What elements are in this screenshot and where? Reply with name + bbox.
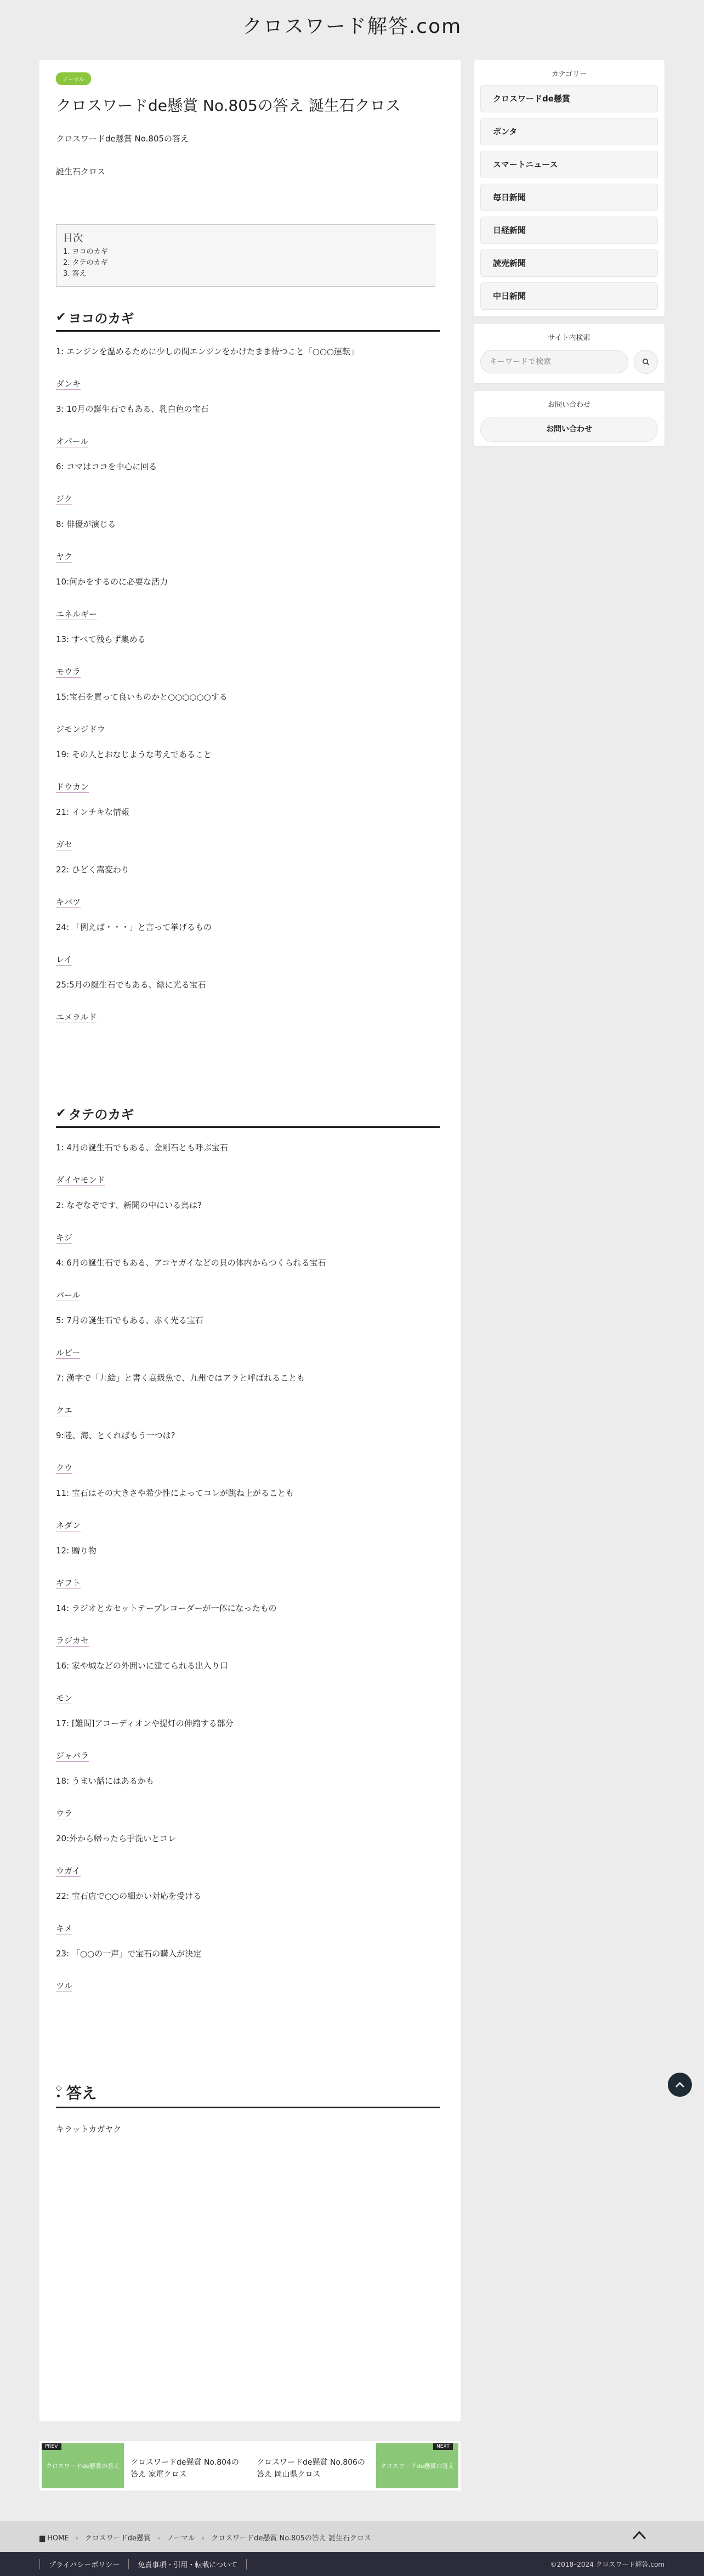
copyright: ©2018–2024 クロスワード解答.com [550, 2561, 665, 2568]
section-heading-label: タテのカギ [68, 1107, 134, 1123]
clue-answer-text: クウ [56, 1463, 73, 1473]
clue-answer-text: クエ [56, 1405, 72, 1416]
prev-post-link[interactable] [39, 2441, 250, 2490]
widget-title: サイト内検索 [548, 334, 591, 342]
clue-answer [56, 781, 440, 792]
clue-text: 1: エンジンを温めるために少しの間エンジンをかけたまま待つこと「○○○運転」 [56, 347, 359, 357]
category-link[interactable]: スマートニュース [480, 151, 658, 178]
clue-answer-text: ガセ [56, 839, 73, 850]
clue-answer-text: ドウカン [56, 782, 89, 792]
clue-answer [56, 1174, 440, 1185]
category-badge[interactable]: ノーマル [56, 72, 91, 85]
clue-answer-text: レイ [56, 955, 72, 965]
clue-answer [56, 551, 440, 562]
category-link[interactable]: クロスワードde懸賞 [480, 85, 658, 112]
site-header [0, 0, 704, 46]
clue-answer [56, 1404, 440, 1416]
clue-text: 24: 「例えば・・・」と言って挙げるもの [56, 922, 212, 933]
clue-answer [56, 1011, 440, 1023]
section-heading-label: ヨコのカギ [68, 311, 134, 327]
clue-answer [56, 1865, 440, 1876]
sidebar [474, 60, 665, 446]
next-post-thumbnail: クロスワードde懸賞の答え [376, 2443, 458, 2488]
search-button[interactable] [634, 350, 658, 374]
clue-answer [56, 493, 440, 504]
clue-answer [56, 378, 440, 389]
clue-text: 13: すべて残らず集める [56, 634, 146, 645]
contact-button[interactable]: お問い合わせ [480, 417, 658, 442]
diamond-bullet-icon: ◇ • [56, 2083, 62, 2101]
clue-text: 12: 贈り物 [56, 1546, 96, 1556]
clue-answer-text: ツル [56, 1981, 73, 1991]
clue-answer [56, 666, 440, 677]
widget-title: お問い合わせ [547, 401, 591, 409]
clue-answer-text: ジャバラ [56, 1751, 89, 1761]
clue-text: 5: 7月の誕生石でもある、赤く光る宝石 [56, 1315, 203, 1326]
clue-text: 3: 10月の誕生石でもある、乳白色の宝石 [56, 404, 209, 415]
next-post-link[interactable] [250, 2441, 461, 2490]
clue-text: 6: コマはココを中心に回る [56, 462, 157, 472]
breadcrumb-item[interactable]: クロスワードde懸賞 [84, 2534, 151, 2543]
site-title[interactable]: クロスワード解答.com [242, 15, 462, 38]
post-pager [39, 2441, 461, 2490]
yoko-clue-list [56, 345, 440, 1023]
clue-text: 11: 宝石はその大きさや希少性によってコレが跳ね上がることも [56, 1488, 294, 1499]
clue-answer-text: パール [56, 1290, 81, 1301]
clue-answer [56, 1347, 440, 1358]
toc-title: 目次 [63, 232, 83, 245]
article-body [56, 72, 440, 2136]
clue-answer-text: ジモンジドウ [56, 724, 105, 735]
clue-text: 1: 4月の誕生石でもある、金剛石とも呼ぶ宝石 [56, 1143, 228, 1153]
back-to-top-button[interactable] [668, 2073, 692, 2097]
clue-answer-text: エネルギー [56, 609, 98, 620]
prev-post-title: クロスワードde懸賞 No.804の答え 家電クロス [130, 2458, 239, 2479]
search-row [480, 350, 658, 374]
clue-text: 16: 家や城などの外囲いに建てられる出入り口 [56, 1661, 228, 1671]
tate-clue-list [56, 1141, 440, 1991]
clue-answer-text: ルビー [56, 1348, 81, 1358]
clue-answer-text: キバツ [56, 897, 81, 907]
clue-text: 15:宝石を買って良いものかと○○○○○○する [56, 692, 228, 702]
intro-subtitle: 誕生石クロス [56, 167, 106, 177]
clue-answer [56, 954, 440, 965]
category-widget [474, 60, 665, 316]
clue-answer-text: ウガイ [56, 1866, 81, 1876]
clue-answer-text: キジ [56, 1233, 72, 1243]
clue-answer [56, 838, 440, 850]
contact-widget [474, 391, 665, 446]
clue-answer-text: オパール [56, 436, 89, 447]
chevron-up-icon [631, 2529, 648, 2541]
section-heading-answer [56, 2081, 440, 2108]
clue-text: 23: 「○○の一声」で宝石の購入が決定 [56, 1949, 202, 1959]
section-heading-yoko [56, 308, 440, 332]
search-widget [474, 324, 665, 383]
search-input[interactable] [480, 350, 628, 373]
breadcrumb-item[interactable]: ノーマル [167, 2534, 195, 2543]
toc-item[interactable]: 2. タテのカギ [63, 259, 108, 268]
clue-answer-text: ヤク [56, 552, 73, 562]
clue-text: 17: [難問]アコーディオンや提灯の伸縮する部分 [56, 1718, 234, 1729]
checkmark-icon: ✔ [56, 1107, 66, 1121]
clue-answer [56, 723, 440, 735]
section-heading-tate [56, 1104, 440, 1128]
clue-answer-text: ネダン [56, 1520, 81, 1531]
clue-answer-text: エメラルド [56, 1012, 97, 1023]
clue-text: 22: ひどく嵩変わり [56, 865, 129, 875]
clue-text: 7: 漢字で「九絵」と書く高級魚で、九州ではアラと呼ばれることも [56, 1373, 305, 1383]
clue-text: 4: 6月の誕生石でもある、アコヤガイなどの貝の体内からつくられる宝石 [56, 1258, 326, 1268]
clue-text: 18: うまい話にはあるかも [56, 1776, 154, 1786]
checkmark-icon: ✔ [56, 310, 66, 325]
clue-text: 9:陸、海、とくればもう一つは? [56, 1431, 175, 1441]
category-link[interactable]: 毎日新聞 [480, 184, 658, 211]
post-title: クロスワードde懸賞 No.805の答え 誕生石クロス [56, 97, 401, 115]
clue-answer [56, 1289, 440, 1301]
clue-answer-text: ラジカセ [56, 1636, 89, 1646]
footer [0, 2552, 704, 2576]
clue-answer [56, 1462, 440, 1473]
intro-text: クロスワードde懸賞 No.805の答え [56, 134, 189, 144]
table-of-contents [56, 224, 435, 287]
category-list [474, 85, 665, 310]
clue-answer-text: ウラ [56, 1808, 73, 1819]
next-post-title: クロスワードde懸賞 No.806の答え 岡山県クロス [257, 2458, 365, 2479]
clue-answer [56, 1980, 440, 1991]
clue-answer-text: モウラ [56, 667, 81, 677]
clue-text: 25:5月の誕生石でもある、緑に光る宝石 [56, 980, 206, 990]
footer-links [39, 2559, 247, 2569]
home-icon: ▆ [39, 2534, 48, 2543]
section-heading-label: 答え [66, 2084, 97, 2102]
toc-item[interactable]: 1. ヨコのカギ [63, 248, 108, 257]
clue-answer-text: キメ [56, 1924, 72, 1934]
clue-answer [56, 608, 440, 620]
clue-answer [56, 896, 440, 907]
clue-answer-text: ギフト [56, 1578, 81, 1588]
clue-answer-text: ダンキ [56, 379, 81, 389]
clue-answer [56, 435, 440, 447]
article-main [39, 60, 461, 2421]
clue-answer [56, 1232, 440, 1243]
clue-answer [56, 1692, 440, 1704]
clue-answer [56, 1807, 440, 1819]
clue-text: 22: 宝石店で○○の細かい対応を受ける [56, 1891, 202, 1902]
search-icon [642, 358, 650, 366]
final-answer: キラットカガヤク [56, 2124, 122, 2134]
footer-link[interactable]: 免責事項・引用・転載について [128, 2559, 247, 2569]
category-link[interactable]: 読売新聞 [480, 249, 658, 277]
chevron-right-icon: › [157, 2534, 161, 2543]
next-label: NEXT [433, 2443, 453, 2450]
breadcrumb [39, 2532, 371, 2543]
category-link[interactable]: ポンタ [480, 118, 658, 145]
chevron-right-icon: › [75, 2534, 78, 2543]
clue-answer [56, 1635, 440, 1646]
clue-answer-text: ダイヤモンド [56, 1175, 105, 1185]
clue-answer-text: モン [56, 1693, 73, 1704]
category-link[interactable]: 中日新聞 [480, 282, 658, 310]
scroll-up-button[interactable] [631, 2529, 648, 2543]
clue-answer-text: ジク [56, 494, 72, 504]
clue-answer [56, 1750, 440, 1761]
clue-answer [56, 1519, 440, 1531]
clue-text: 8: 俳優が演じる [56, 519, 116, 530]
breadcrumb-item: クロスワードde懸賞 No.805の答え 誕生石クロス [211, 2534, 372, 2543]
clue-text: 14: ラジオとカセットテープレコーダーが一体になったもの [56, 1603, 277, 1614]
chevron-right-icon: › [201, 2534, 205, 2543]
clue-text: 19: その人とおなじような考えであること [56, 750, 212, 760]
clue-text: 21: インチキな情報 [56, 807, 129, 818]
prev-post-thumbnail: クロスワードde懸賞の答え [42, 2443, 124, 2488]
clue-answer [56, 1922, 440, 1934]
clue-text: 20:外から帰ったら手洗いとコレ [56, 1834, 177, 1844]
clue-text: 2: なぞなぞです、新聞の中にいる鳥は? [56, 1200, 202, 1211]
breadcrumb-item[interactable]: HOME [47, 2534, 69, 2543]
category-link[interactable]: 日経新聞 [480, 217, 658, 244]
widget-title: カテゴリー [551, 70, 587, 78]
clue-text: 10:何かをするのに必要な活力 [56, 577, 168, 587]
clue-answer [56, 1577, 440, 1588]
toc-item[interactable]: 3. 答え [63, 270, 87, 279]
breadcrumb-bar [0, 2521, 704, 2552]
chevron-up-icon [674, 2081, 685, 2089]
prev-label: PREV [42, 2443, 61, 2450]
footer-link[interactable]: プライバシーポリシー [39, 2559, 128, 2569]
